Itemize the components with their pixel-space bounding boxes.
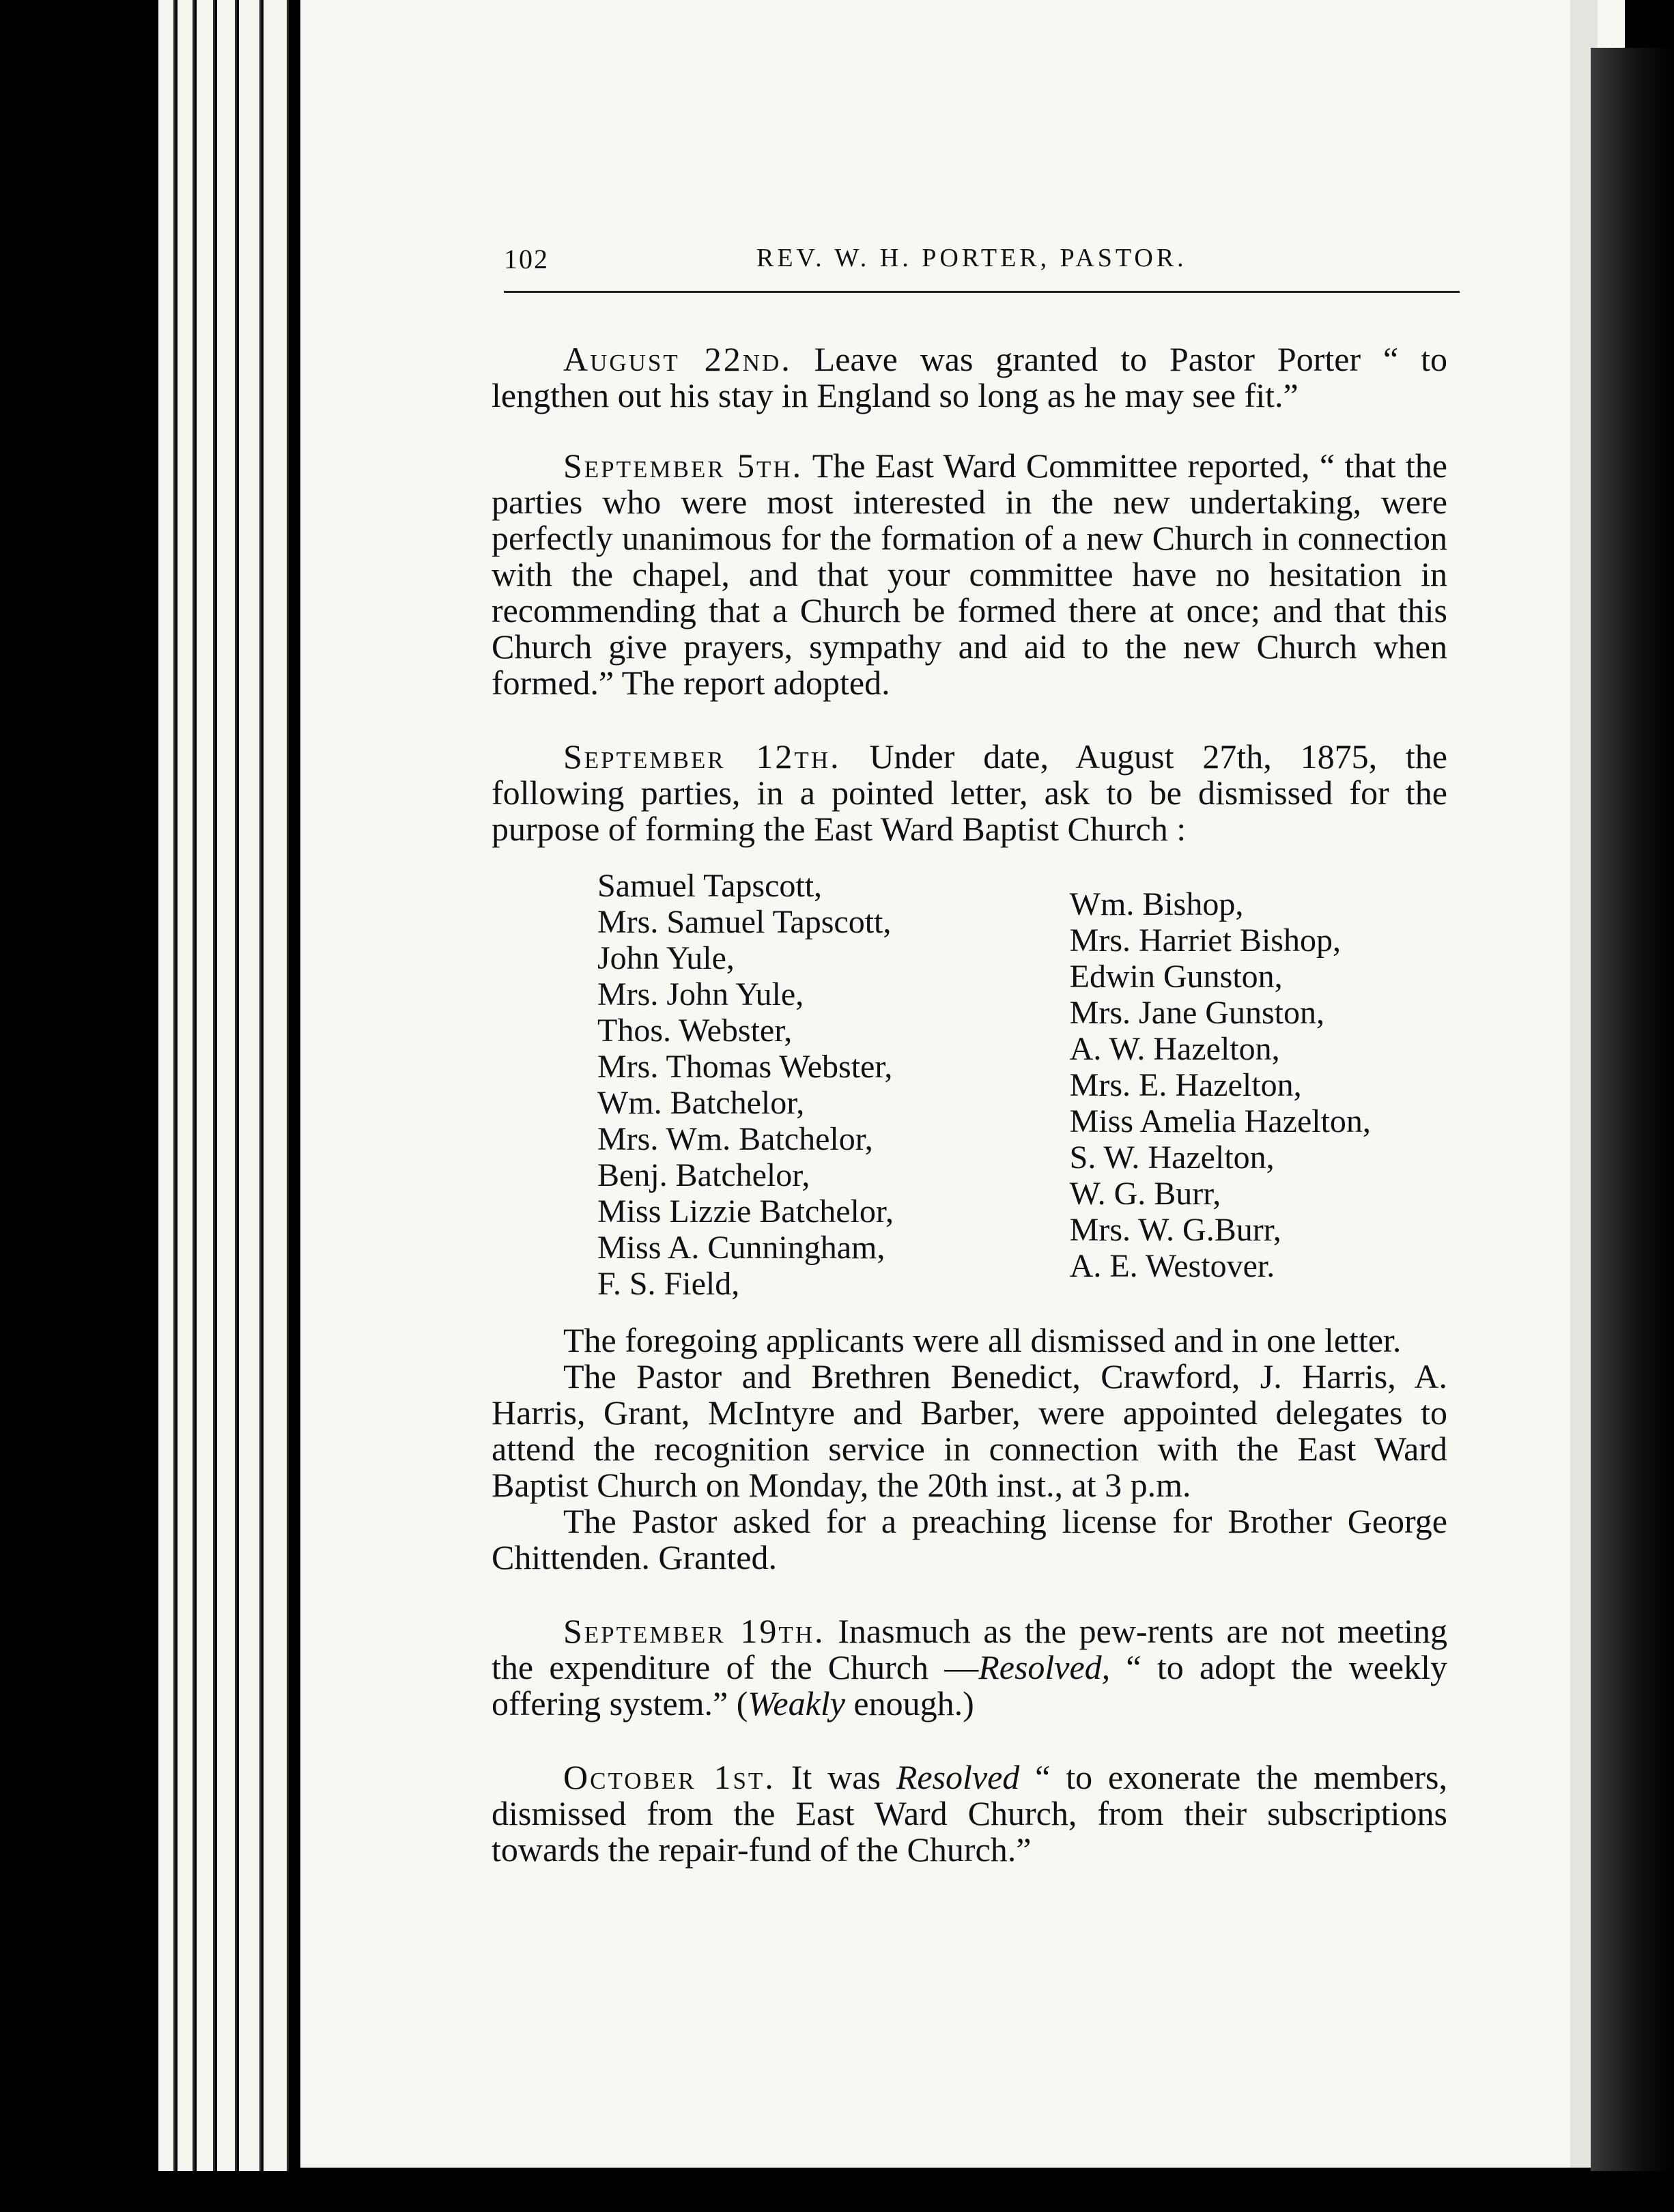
entry-text: “ to exonerate the members, dismissed from the East Ward Church, from their subscriptions towards the repair-fund of the Church.” bbox=[492, 1758, 1448, 1869]
names-column-right bbox=[1070, 868, 1447, 1302]
page-edge bbox=[239, 0, 261, 2171]
book-binding-shadow bbox=[1591, 48, 1673, 2171]
page-number: 102 bbox=[504, 244, 549, 274]
entry-august-22 bbox=[492, 341, 1447, 414]
book-page-edges bbox=[158, 0, 302, 2171]
list-item: Mrs. Thomas Webster, bbox=[597, 1049, 893, 1085]
list-item: S. W. Hazelton, bbox=[1069, 1139, 1275, 1176]
page-body bbox=[492, 341, 1447, 1905]
entry-text: Under date, August 27th, 1875, the following parties, in a pointed letter, ask to be dismissed for the purpose of forming the East Ward Baptist Church : bbox=[492, 737, 1448, 848]
entry-september-12 bbox=[492, 739, 1447, 847]
names-column-left bbox=[597, 868, 1070, 1302]
list-item: Samuel Tapscott, bbox=[597, 868, 823, 904]
entry-date: August 22nd. bbox=[563, 340, 792, 378]
names-list bbox=[597, 868, 1447, 1302]
entry-september-5 bbox=[492, 448, 1447, 701]
list-item: Miss Lizzie Batchelor, bbox=[597, 1193, 894, 1230]
entry-text: Leave was granted to Pastor Porter “ to lengthen out his stay in England so long as he may see fit.” bbox=[492, 340, 1448, 414]
list-item: John Yule, bbox=[597, 940, 735, 976]
list-item: Mrs. John Yule, bbox=[597, 976, 804, 1012]
running-head-title: REV. W. H. PORTER, PASTOR. bbox=[756, 244, 1187, 272]
entry-date: September 19th. bbox=[563, 1612, 825, 1650]
list-item: Thos. Webster, bbox=[597, 1012, 793, 1049]
header-rule bbox=[504, 291, 1460, 293]
list-item: Miss Amelia Hazelton, bbox=[1069, 1103, 1371, 1139]
entry-text: Inasmuch as the pew-rents are not meeting the expenditure of the Church — bbox=[492, 1612, 1448, 1686]
entry-date: September 12th. bbox=[563, 737, 841, 776]
list-item: F. S. Field, bbox=[597, 1266, 740, 1302]
list-item: A. E. Westover. bbox=[1069, 1248, 1275, 1284]
list-item: Miss A. Cunningham, bbox=[597, 1230, 885, 1266]
paragraph-dismissed: The foregoing applicants were all dismissed and in one letter. bbox=[563, 1321, 1402, 1359]
spacer bbox=[492, 1576, 1447, 1613]
running-head bbox=[504, 243, 1453, 284]
page-edge bbox=[178, 0, 195, 2171]
list-item: Benj. Batchelor, bbox=[597, 1157, 810, 1193]
paragraph-delegates: The Pastor and Brethren Benedict, Crawford, J. Harris, A. Harris, Grant, McIntyre and Barber, were appointed delegates to attend the recognition service in connection with the East Ward Baptist Church on Monday, the 20th inst., at 3 p.m. bbox=[492, 1357, 1447, 1504]
list-item: Mrs. Wm. Batchelor, bbox=[597, 1121, 873, 1157]
entry-october-1 bbox=[492, 1759, 1447, 1868]
entry-text: enough.) bbox=[845, 1684, 974, 1722]
italic-text: Weakly bbox=[748, 1684, 845, 1722]
list-item: Mrs. Samuel Tapscott, bbox=[597, 904, 892, 940]
list-item: W. G. Burr, bbox=[1069, 1176, 1221, 1212]
page-edge bbox=[197, 0, 215, 2171]
list-item: Mrs. Harriet Bishop, bbox=[1069, 922, 1341, 959]
entry-text: “ to adopt the weekly offering system.” ( bbox=[492, 1648, 1447, 1722]
page-edge bbox=[217, 0, 237, 2171]
page-edge bbox=[158, 0, 175, 2171]
list-item: Wm. Bishop, bbox=[1069, 886, 1244, 922]
list-item: Mrs. E. Hazelton, bbox=[1069, 1067, 1302, 1103]
entry-september-19 bbox=[492, 1613, 1447, 1722]
list-item: Mrs. Jane Gunston, bbox=[1069, 995, 1324, 1031]
list-item: A. W. Hazelton, bbox=[1069, 1031, 1280, 1067]
italic-text: Resolved bbox=[896, 1758, 1020, 1796]
italic-text: Resolved, bbox=[978, 1648, 1111, 1686]
list-item: Edwin Gunston, bbox=[1069, 959, 1283, 995]
page-edge bbox=[264, 0, 289, 2171]
entry-text: The East Ward Committee reported, “ that the parties who were most interested in the new undertaking, were perfectly unanimous for the formation of a new Church in connection with the chapel, and that your committee have no hesitation in recommending that a Church be formed there at once; and that this Church give prayers, sympathy and aid to the new Church when formed.” The report adopted. bbox=[492, 446, 1447, 702]
paragraph-license: The Pastor asked for a preaching license for Brother George Chittenden. Granted. bbox=[492, 1502, 1447, 1576]
entry-date: September 5th. bbox=[563, 446, 804, 485]
entry-text: It was bbox=[791, 1758, 896, 1796]
list-item: Wm. Batchelor, bbox=[597, 1085, 805, 1121]
list-item: Mrs. W. G.Burr, bbox=[1069, 1212, 1281, 1248]
entry-date: October 1st. bbox=[563, 1758, 776, 1796]
